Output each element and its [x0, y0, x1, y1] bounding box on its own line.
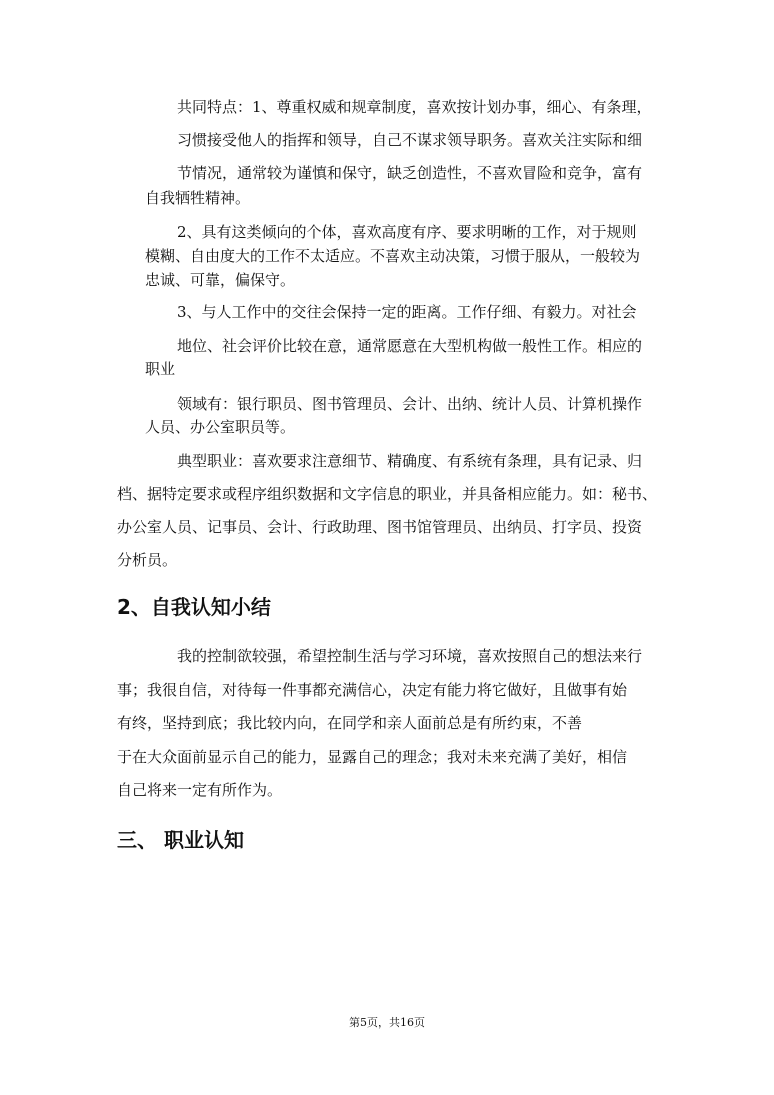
text-line: 办公室人员、记事员、会计、行政助理、图书馆管理员、出纳员、打字员、投资: [117, 518, 643, 536]
text-line: 模糊、自由度大的工作不太适应。不喜欢主动决策，习惯于服从，一般较为: [145, 247, 641, 265]
text-line: 3、与人工作中的交往会保持一定的距离。工作仔细、有毅力。对社会: [177, 303, 637, 321]
text-line: 分析员。: [117, 551, 178, 569]
text-line: 地位、社会评价比较在意，通常愿意在大型机构做一般性工作。相应的: [177, 337, 643, 355]
text-line: 人员、办公室职员等。: [145, 418, 296, 436]
text-line: 于在大众面前显示自己的能力，显露自己的理念；我对未来充满了美好，相信: [117, 748, 628, 766]
text-line: 职业: [145, 360, 176, 378]
text-line: 自我牺牲精神。: [145, 189, 251, 207]
section-heading: 2、自我认知小结: [117, 595, 271, 619]
text-line: 领域有：银行职员、图书管理员、会计、出纳、统计人员、计算机操作: [177, 395, 643, 413]
section-heading: 三、 职业认知: [117, 828, 244, 852]
text-line: 我的控制欲较强，希望控制生活与学习环境，喜欢按照自己的想法来行: [177, 647, 643, 665]
text-line: 典型职业：喜欢要求注意细节、精确度、有系统有条理，具有记录、归: [177, 452, 643, 470]
text-line: 自己将来一定有所作为。: [117, 781, 283, 799]
text-line: 事；我很自信，对待每一件事都充满信心，决定有能力将它做好，且做事有始: [117, 681, 628, 699]
page-number: 第5页，共16页: [349, 1016, 425, 1029]
text-line: 共同特点：1、尊重权威和规章制度，喜欢按计划办事，细心、有条理，: [177, 98, 652, 116]
text-line: 节情况，通常较为谨慎和保守，缺乏创造性，不喜欢冒险和竞争，富有: [177, 164, 643, 182]
text-line: 有终，坚持到底；我比较内向，在同学和亲人面前总是有所约束，不善: [117, 714, 583, 732]
text-line: 习惯接受他人的指挥和领导，自己不谋求领导职务。喜欢关注实际和细: [177, 131, 643, 149]
text-line: 档、据特定要求或程序组织数据和文字信息的职业，并具备相应能力。如：秘书、: [117, 485, 658, 503]
text-line: 2、具有这类倾向的个体，喜欢高度有序、要求明晰的工作，对于规则: [177, 223, 637, 241]
text-line: 忠诚、可靠，偏保守。: [145, 271, 296, 289]
